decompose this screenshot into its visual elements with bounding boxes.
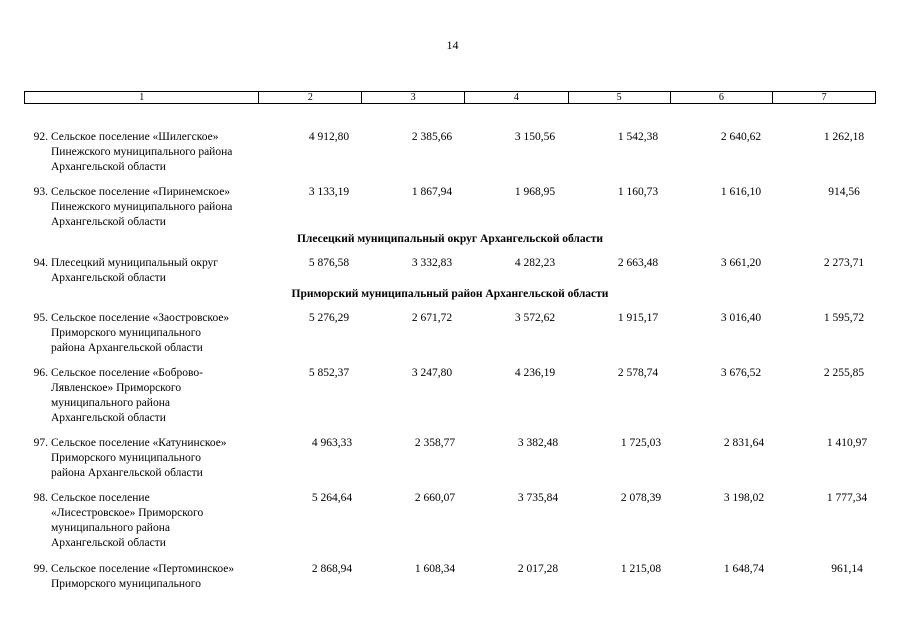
row-number: 98.	[33, 492, 48, 504]
header-col-7: 7	[772, 92, 875, 103]
cell-col-3: 3 247,80	[411, 367, 453, 379]
cell-col-2: 2 868,94	[311, 563, 353, 575]
row-name: Сельское поселение «Заостровское» Приморского муниципального района Архангельской области	[51, 312, 230, 354]
cell-col-5: 1 542,38	[617, 131, 659, 143]
section-title: Приморский муниципальный район Архангельской области	[291, 288, 609, 300]
cell-col-5: 1 215,08	[620, 563, 662, 575]
cell-col-7: 1 262,18	[823, 131, 865, 143]
row-name: Плесецкий муниципальный округ Архангельской области	[51, 257, 219, 284]
cell-col-6: 2 831,64	[723, 437, 765, 449]
cell-col-3: 2 385,66	[411, 131, 453, 143]
cell-col-7: 1 410,97	[826, 437, 868, 449]
cell-col-4: 3 150,56	[514, 131, 556, 143]
cell-col-6: 3 198,02	[723, 492, 765, 504]
row-number: 99.	[33, 563, 48, 575]
row-number: 96.	[33, 367, 48, 379]
page-number: 14	[446, 38, 459, 52]
row-name: Сельское поселение «Пиринемское» Пинежского муниципального района Архангельской области	[51, 186, 233, 228]
cell-col-3: 2 358,77	[414, 437, 456, 449]
section-title: Плесецкий муниципальный округ Архангельской области	[296, 233, 604, 245]
cell-col-5: 1 915,17	[617, 312, 659, 324]
header-col-4: 4	[464, 92, 568, 103]
row-name: Сельское поселение «Лисестровское» Приморского муниципального района Архангельской области	[51, 492, 204, 549]
cell-col-4: 2 017,28	[517, 563, 559, 575]
cell-col-7: 2 273,71	[823, 257, 865, 269]
cell-col-3: 2 660,07	[414, 492, 456, 504]
header-col-3: 3	[361, 92, 464, 103]
header-col-6: 6	[670, 92, 773, 103]
row-number: 95.	[33, 312, 48, 324]
cell-col-2: 5 276,29	[308, 312, 350, 324]
cell-col-5: 1 160,73	[617, 186, 659, 198]
header-col-2: 2	[258, 92, 361, 103]
row-name: Сельское поселение «Шилегское» Пинежского муниципального района Архангельской области	[51, 131, 233, 173]
cell-col-2: 4 912,80	[308, 131, 350, 143]
cell-col-3: 2 671,72	[411, 312, 453, 324]
cell-col-7: 914,56	[828, 186, 860, 198]
row-number: 97.	[33, 437, 48, 449]
column-number-header	[24, 91, 876, 104]
row-name: Сельское поселение «Катунинское» Приморского муниципального района Архангельской области	[51, 437, 227, 479]
cell-col-2: 3 133,19	[308, 186, 350, 198]
cell-col-2: 5 876,58	[308, 257, 350, 269]
cell-col-3: 1 608,34	[414, 563, 456, 575]
cell-col-4: 1 968,95	[514, 186, 556, 198]
cell-col-7: 1 595,72	[823, 312, 865, 324]
cell-col-2: 5 852,37	[308, 367, 350, 379]
cell-col-6: 1 616,10	[720, 186, 762, 198]
cell-col-6: 2 640,62	[720, 131, 762, 143]
cell-col-6: 3 661,20	[720, 257, 762, 269]
row-name: Сельское поселение «Пертоминское» Приморского муниципального	[51, 563, 235, 590]
cell-col-4: 3 382,48	[517, 437, 559, 449]
row-number: 92.	[33, 131, 48, 143]
cell-col-7: 961,14	[831, 563, 863, 575]
cell-col-2: 4 963,33	[311, 437, 353, 449]
cell-col-5: 2 078,39	[620, 492, 662, 504]
cell-col-5: 1 725,03	[620, 437, 662, 449]
row-name: Сельское поселение «Боброво- Лявленское» Приморского муниципального района Архангельской области	[51, 367, 203, 424]
cell-col-7: 2 255,85	[823, 367, 865, 379]
header-col-5: 5	[568, 92, 670, 103]
cell-col-6: 1 648,74	[723, 563, 765, 575]
cell-col-3: 1 867,94	[411, 186, 453, 198]
cell-col-5: 2 578,74	[617, 367, 659, 379]
cell-col-6: 3 676,52	[720, 367, 762, 379]
cell-col-2: 5 264,64	[311, 492, 353, 504]
header-col-1: 1	[139, 92, 145, 103]
row-number: 94.	[33, 257, 48, 269]
cell-col-4: 3 735,84	[517, 492, 559, 504]
cell-col-4: 4 236,19	[514, 367, 556, 379]
cell-col-4: 3 572,62	[514, 312, 556, 324]
cell-col-6: 3 016,40	[720, 312, 762, 324]
cell-col-3: 3 332,83	[411, 257, 453, 269]
cell-col-5: 2 663,48	[617, 257, 659, 269]
row-number: 93.	[33, 186, 48, 198]
cell-col-7: 1 777,34	[826, 492, 868, 504]
cell-col-4: 4 282,23	[514, 257, 556, 269]
